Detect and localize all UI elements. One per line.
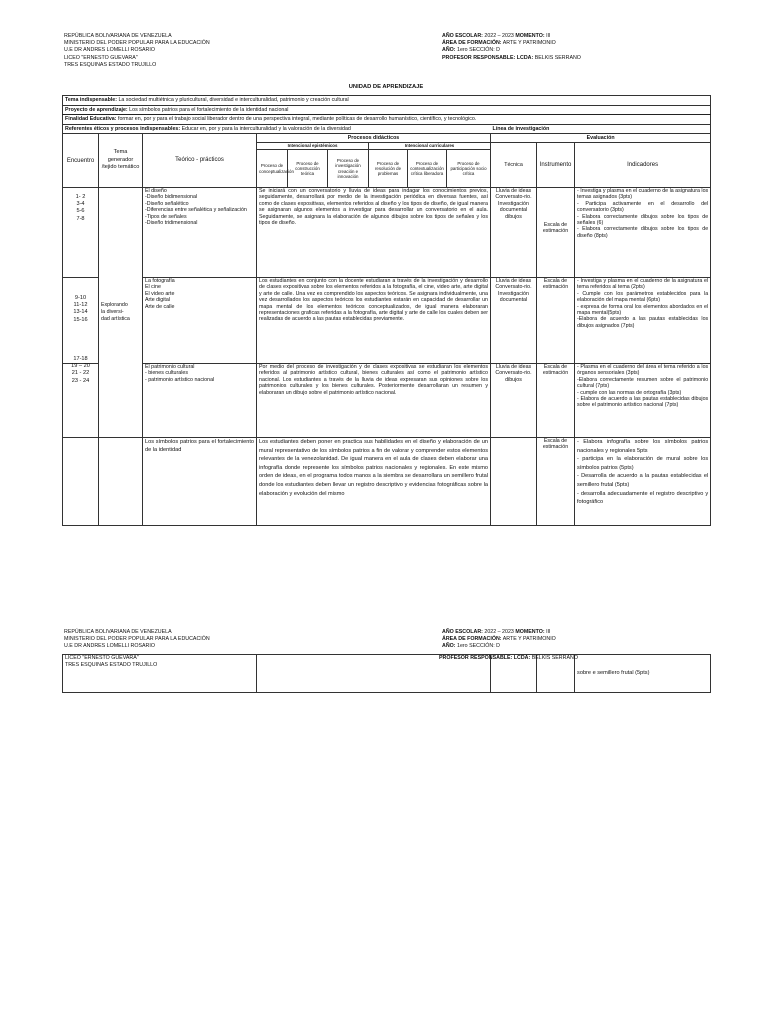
page2-header-right [442,629,556,651]
contenido-item: - bienes culturales [145,370,188,377]
indicador-item: - cumple con las normas de ortografía (3pts) [577,389,682,396]
header-line: MINISTERIO DEL PODER POPULAR PARA LA EDUCACIÓN [64,636,210,643]
encuentro: 7-8 [76,215,85,222]
table-row [63,438,711,526]
teacher-value: BELKIS SERRANO [533,54,581,61]
year-value: 1ero SECCIÓN: D [455,47,500,54]
finalidad-row [63,115,711,125]
encuentro: 13-14 [73,309,88,316]
proyecto-value: Los símbolos patrios para el fortalecimiento de la identidad nacional [127,106,289,113]
procesos-cell: Por medio del proceso de investigación y de clases expositivas se estudiaran los elementos referidos al patrimonio artístico cultural, bienes culturales así como el patrimonio artístico nacional. Los estudiantes a través de la lluvia de ideas expresaran sus opiniones sobre los patrimonios culturales y los bienes culturales. Posteriormente desarrollaran un resumen y elaboraran un dibujo sobre el patrimonio artístico nacional. [257,364,491,438]
contenido-item: -Tipos de señales [145,213,187,220]
year-label: AÑO: [442,643,456,650]
tecnica-cell [491,278,537,364]
tema-generador-line: dad artística [101,316,130,323]
header-line: TRES ESQUINAS ESTADO TRUJILLO [65,662,158,669]
encuentro: 3-4 [76,201,85,208]
tecnica-item: Investigación documental [498,290,529,304]
learning-unit-table [62,95,711,526]
page2-header-left [64,629,210,651]
table-row [63,278,711,364]
table-row [63,188,711,278]
contenido-item: -Diseño tridimensional [145,220,198,227]
col-encuentro: Encuentro [63,134,99,188]
table-row [63,364,711,438]
tema-row [63,96,711,106]
finalidad-value: formar en, por y para el trabajo social liberador dentro de una perspectiva integral, mediante políticas de desarrollo humanístico, científico, y tecnológico. [116,116,477,123]
col-procesos: Procesos didácticos [257,134,491,143]
col-proceso-resolucion: Proceso de resolución de problemas [369,150,408,188]
year-label: AÑO: [442,47,456,54]
encuentro: 23 - 24 [71,377,90,384]
col-indicadores: Indicadores [575,143,711,188]
tecnica-cell [491,364,537,438]
indicador-item: - Elabora correctamente dibujos sobre los tipos de señales (6) [577,213,709,227]
contenido-cell [143,364,257,438]
indicadores-cell [575,188,711,278]
unit-title: UNIDAD DE APRENDIZAJE [348,84,424,90]
header-line: MINISTERIO DEL PODER POPULAR PARA LA EDUCACIÓN [64,40,210,47]
header-right [442,33,581,62]
referentes-label: Referentes éticos y procesos indispensables: [65,125,181,132]
area-label: ÁREA DE FORMACIÓN: [442,40,502,47]
table-row [63,655,711,693]
tecnica-item: Lluvia de ideas [495,364,532,370]
proyecto-label: Proyecto de aprendizaje: [65,106,128,113]
page2-procesos-cell [257,655,578,693]
linea-investigacion: Línea de investigación [491,125,711,134]
referentes-row [63,125,491,134]
instrumento-cell: Escala de estimación [537,188,575,278]
indicador-item: - Investiga y plasma en el cuaderno de la asignatura los temas asignados (3pts) [577,188,709,201]
tema-generador-cell [99,438,143,526]
procesos-cell: Los estudiantes en conjunto con la docente estudiaran a través de la investigación y desarrollo de clases expositivas sobre los elementos referidos a la fotografía, el cine, video arte, arte digital y arte de calle. Una vez es comprendido los aspectos teóricos. Se asignara individualmente, una vez desarrollados los aspectos teóricos los estudiantes estarán en capacidad de desarrollar un mapa mental de los elementos teóricos conceptualizados, de igual manera elaboraran representaciones graficas referidas a la fotografía, arte digital y arte de calle los cuales deben ser realizadas de acuerdo a las pautas establecidas previamente. [257,278,491,364]
encuentro: 21 - 22 [71,370,90,377]
page2-table [62,654,711,693]
encuentros-cell [63,356,99,438]
indicador-item: - Elabora de acuerdo a las pautas establecidas dibujos sobre el patrimonio artístico nacional (7pts) [577,396,709,409]
procesos-cell: Se iniciará con un conversatorio y lluvia de ideas para indagar los conocimientos previos, seguidamente, desarrollará por medio de la investigación periódica en diversas fuentes, así como de clases expositivas, elementos referidos al diseño y los tipos de diseño, de igual manera se asignaran algunos elementos a investigar para desarrollar un conversatorio en el aula. Seguidamente, se asignara la elaboración de algunos dibujos sobre los tipos de señales y los tipos de diseño. [257,188,491,278]
tema-generador-cell [99,188,143,438]
header-line: LICEO "ERNESTO GUEVARA" [65,655,139,661]
encuentros-cell [63,438,99,526]
encuentros-cell [63,188,99,278]
tecnica-cell [491,188,537,278]
teacher-label: PROFESOR RESPONSABLE: LCDA: [442,54,534,61]
header-line: U.E DR ANDRES LOMELLI ROSARIO [64,47,155,54]
tecnica-item: Conversato-rio. [495,284,532,291]
indicador-item: - participa en la elaboración de mural sobre los símbolos patrios (5pts) [577,456,709,471]
instrumento-cell: Escala de estimación [537,438,575,526]
area-value: ARTE Y PATRIMONIO [501,40,556,47]
header-line: TRES ESQUINAS ESTADO TRUJILLO [64,61,157,68]
indicador-item: -Elabora de acuerdo a las pautas establecidas los dibujos asignados (7pts) [577,316,709,329]
contenido-item: -Diferencias entre señalética y señalización [145,207,247,214]
contenido-item: - patrimonio artístico nacional [145,376,215,383]
contenido-item: El cine [145,284,161,291]
contenido-item: La fotografía [145,278,175,284]
col-proceso-conceptualizacion: Proceso de conceptualización [257,150,288,188]
instrumento-cell: Escala de estimación [537,278,575,364]
referentes-value: Educar en, por y para la interculturalidad y la valoración de la diversidad [180,125,351,132]
indicador-item: - Cumple con los parámetros establecidos para la elaboración del mapa mental (6pts) [577,290,709,304]
encuentro: 5-6 [76,208,85,215]
tecnica-item: Conversato-rio. [495,194,532,201]
encuentro: 9-10 [74,295,87,301]
contenido-item: El diseño [145,188,167,194]
teacher-label: PROFESOR RESPONSABLE: LCDA: [439,655,531,661]
col-proceso-construccion: Proceso de construcción teórica [288,150,328,188]
header-line: U.E DR ANDRES LOMELLI ROSARIO [64,643,155,650]
indicador-item: - Elabora correctamente dibujos sobre los tipos de diseño (8pts) [577,226,709,239]
indicador-item: - desarrolla adecuadamente el registro descriptivo y fotográfico [577,490,709,506]
contenido-item: -Diseño señalético [145,200,189,207]
encuentros-cell [63,278,99,364]
tema-generador-line: la diversi- [101,308,124,315]
contenido-cell [143,188,257,278]
header-left [64,33,210,69]
col-proceso-contextualizacion: Proceso de contextualización crítica liberadora [408,150,447,188]
indicadores-cell [575,278,711,364]
school-year-label: AÑO ESCOLAR: [442,33,483,39]
indicador-item: - expresa de forma oral los elementos abordados en el mapa mental(5pts) [577,303,709,317]
contenido-item: Arte de calle [145,303,175,310]
page2-school-cell [63,655,257,693]
teacher-value: BELKIS SERRANO [530,655,578,661]
school-year-value: 2022 – 2023 [482,33,516,39]
tecnica-item: dibujos [505,376,522,383]
col-teorico: Teórico - prácticos [143,134,257,188]
encuentro: 15-16 [73,316,88,323]
header-line: REPÚBLICA BOLIVARIANA DE VENEZUELA [64,33,172,39]
tecnica-item: Investigación documental [498,200,529,214]
contenido-item: Arte digital [145,297,171,304]
tema-label: Tema indispensable: [65,97,118,104]
header-line: REPÚBLICA BOLIVARIANA DE VENEZUELA [64,629,172,635]
encuentro: 1- 2 [75,194,86,200]
contenido-cell: Los símbolos patrios para el fortalecimiento de la identidad [143,438,257,526]
col-instrumento: Instrumento [537,143,575,188]
header-line: LICEO "ERNESTO GUEVARA" [64,54,138,61]
finalidad-label: Finalidad Educativa: [65,116,117,123]
school-year-label: AÑO ESCOLAR: [442,629,483,635]
contenido-item: -Diseño bidimensional [145,194,198,201]
procesos-cell: Los estudiantes deben poner en practica sus habilidades en el diseño y elaboración de un mural representativo de los símbolos patrios a fin de valorar y comprender estos elementos relevantes de la venezolanidad. De igual manera en el aula de clases deben elaborar una infografía donde represente los símbolos patrios nacionales y regionales. En este mismo orden de ideas, en el programa todos manos a la siembra se desarrollara un semillero frutal donde los estudiantes deben llevar un registro descriptivo y evidencias fotográficas sobre la elaboración y evolución del mismo [257,438,491,526]
contenido-item: El video arte [145,290,175,297]
moment-value: III [544,629,551,635]
indicador-item: - Participa activamente en el desarrollo del conversatorio (3pts) [577,200,709,214]
tecnica-item: Lluvia de ideas [495,278,532,284]
area-label: ÁREA DE FORMACIÓN: [442,636,502,643]
col-proceso-participacion: Proceso de participación socio crítica [447,150,491,188]
moment-label: MOMENTO: [515,33,545,39]
col-epistemicos: Intencional epistémicos [257,143,369,150]
year-value: 1ero SECCIÓN: D [455,643,500,650]
instrumento-cell: Escala de estimación [537,364,575,438]
tecnica-cell [491,438,537,526]
indicador-item: - Elabora infografía sobre los símbolos patrios nacionales y regionales 5pts [577,439,709,454]
school-year-value: 2022 – 2023 [482,629,516,635]
moment-value: III [544,33,551,39]
tecnica-item: Conversato-rio. [495,370,532,377]
indicador-item: - Investiga y plasma en el cuaderno de la asignatura el tema referidos al tema (2pts) [577,278,709,291]
indicadores-cell [575,438,711,526]
tecnica-item: Lluvia de ideas [495,188,532,194]
tecnica-item: dibujos [505,213,522,220]
col-tema-generador: Tema generador /tejido temático [99,134,143,188]
contenido-item: El patrimonio cultural [145,364,195,370]
tema-generador-line: Explorando [101,301,128,308]
moment-label: MOMENTO: [515,629,545,635]
area-value: ARTE Y PATRIMONIO [501,636,556,643]
col-evaluacion: Evaluación [491,134,711,143]
encuentro: 19 – 20 [71,363,90,370]
page2-indicador-cell: sobre e semillero frutal (5pts) [575,655,711,693]
indicador-item: - Plasma en el cuaderno del área el tema referido a los órganos sensoriales (3pts) [577,364,709,377]
col-proceso-investigacion: Proceso de investigación creación e innovación [328,150,369,188]
encuentro: 17-18 [73,356,88,362]
indicadores-cell [575,364,711,438]
proyecto-row [63,106,711,115]
encuentro: 11-12 [73,302,88,309]
indicador-item: - Desarrolla de acuerdo a la pautas establecidas el semillero frutal (5pts) [577,473,709,488]
col-curriculares: Intencional curriculares [369,143,491,150]
indicador-item: -Elabora correctamente resumen sobre el patrimonio cultural (7pts) [577,376,709,390]
tema-value: La sociedad multiétnica y pluricultural, diversidad e interculturalidad, patrimonio y creación cultural [117,97,349,104]
col-tecnica: Técnica [491,143,537,188]
contenido-cell [143,278,257,364]
